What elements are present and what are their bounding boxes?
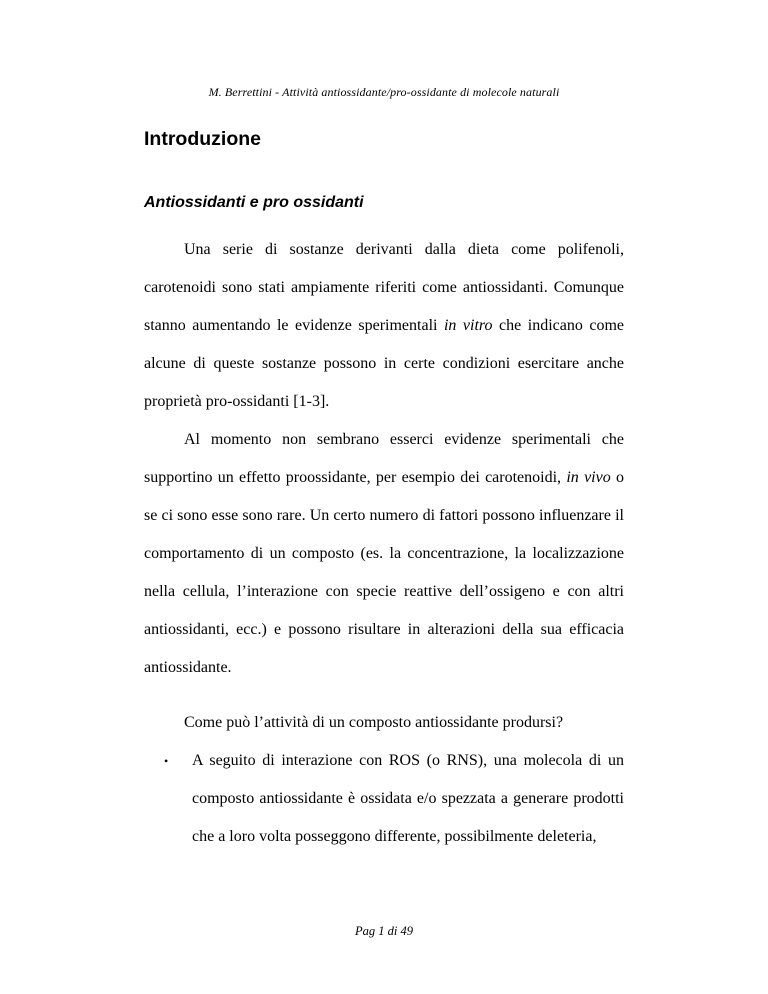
bullet-item <box>144 742 624 856</box>
paragraph-2-italic: in vivo <box>566 469 611 486</box>
paragraph-1-text-a: Una serie di sostanze derivanti dalla dieta come polifenoli, carotenoidi sono stati ampiamente riferiti come antiossidanti. Comunque stanno aumentando le evidenze sperimentali <box>144 241 624 334</box>
paragraph-2 <box>144 421 624 687</box>
paragraph-1 <box>144 231 624 421</box>
paragraph-1-text-b: che indicano come alcune di queste sostanze possono in certe condizioni esercitare anche proprietà pro-ossidanti [1-3]. <box>144 317 624 410</box>
section-title: Introduzione <box>144 128 261 150</box>
paragraph-2-text-b: o se ci sono esse sono rare. Un certo numero di fattori possono influenzare il comportamento di un composto (es. la concentrazione, la localizzazione nella cellula, l’interazione con specie reattive dell’ossigeno e con altri antiossidanti, ecc.) e possono risultare in alterazioni della sua efficacia antiossidante. <box>144 469 625 676</box>
page-number-footer: Pag 1 di 49 <box>355 924 413 938</box>
bullet-marker: • <box>164 754 169 768</box>
paragraph-2-text-a: Al momento non sembrano esserci evidenze sperimentali che supportino un effetto proossidante, per esempio dei carotenoidi, <box>144 431 624 486</box>
running-header: M. Berrettini - Attività antiossidante/pro-ossidante di molecole naturali <box>208 85 560 99</box>
bullet-text: A seguito di interazione con ROS (o RNS), una molecola di un composto antiossidante è ossidata e/o spezzata a generare prodotti che a loro volta posseggono differente, possibilmente deleteria, <box>192 752 624 845</box>
subsection-title: Antiossidanti e pro ossidanti <box>144 194 364 211</box>
paragraph-1-italic: in vitro <box>443 317 493 334</box>
question-line: Come può l’attività di un composto antiossidante prodursi? <box>184 714 564 731</box>
